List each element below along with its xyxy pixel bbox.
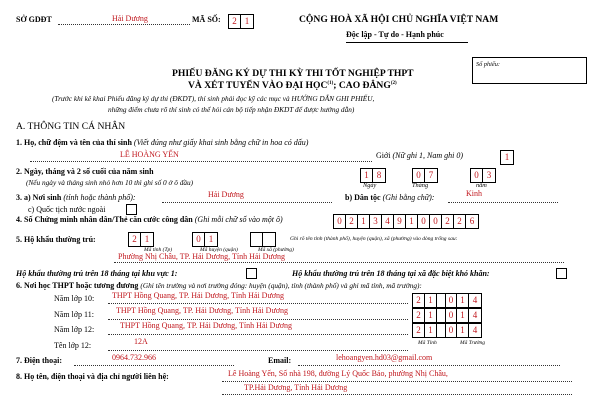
id-digit: 2 xyxy=(346,215,358,228)
q6-row11-digit: 4 xyxy=(472,310,478,320)
so-gddt-dotline xyxy=(58,24,190,25)
ma-tinh-caption: Mã Tỉnh xyxy=(418,340,437,346)
dob-year-caption: năm xyxy=(476,182,487,189)
q6-row12-dotline xyxy=(108,334,408,335)
id-digit: 0 xyxy=(418,215,430,228)
title-line2-mid: ; CAO ĐẲNG xyxy=(333,80,391,91)
q1-value: LÊ HOÀNG YẾN xyxy=(120,150,179,159)
form-note-line2: những điểm chưa rõ thí sinh có thể hỏi cán bộ tiếp nhận ĐKDT để được hướng dẫn) xyxy=(108,105,355,114)
q3a-dotline xyxy=(162,202,332,203)
hk-xa-caption: Mã xã (phường) xyxy=(258,247,294,253)
q6-row10-digit: 2 xyxy=(413,294,425,307)
q6-row11-digit: 2 xyxy=(413,309,425,322)
email-value: lehoangyen.hd03@gmail.com xyxy=(336,353,433,362)
q6-row10-digit: 4 xyxy=(472,295,478,305)
hk-tinh-digit: 2 xyxy=(129,233,141,246)
q6-row11-digit: 1 xyxy=(457,309,469,322)
id-digit: 4 xyxy=(382,215,394,228)
ten-lop-value: 12A xyxy=(134,337,148,346)
q7-label: 7. Điện thoại: xyxy=(16,356,62,365)
section-a-heading: A. THÔNG TIN CÁ NHÂN xyxy=(16,121,126,132)
form-title-line1: PHIẾU ĐĂNG KÝ DỰ THI KỲ THI TỐT NGHIỆP THPT xyxy=(172,68,414,79)
q2-hint: (Nếu ngày và tháng sinh nhỏ hơn 10 thì ghi số 0 ở ô đầu) xyxy=(26,178,194,187)
q6-row11-label: Năm lớp 11: xyxy=(54,310,94,319)
form-title-line2 xyxy=(188,80,397,91)
q6-label-text: 6. Nơi học THPT hoặc tương đương xyxy=(16,281,139,290)
email-label: Email: xyxy=(268,356,292,365)
ma-so-digit: 1 xyxy=(244,16,250,26)
q6-row10-code xyxy=(412,293,482,308)
q1-dotline xyxy=(30,161,372,162)
q6-row11-value: THPT Hồng Quang, TP. Hải Dương, Tỉnh Hải Dương xyxy=(116,306,289,315)
q6-row11-dotline xyxy=(108,319,408,320)
dob-day-grid xyxy=(360,168,386,183)
id-digit: 2 xyxy=(442,215,454,228)
ma-so-digit: 2 xyxy=(229,15,241,28)
q6-row12-digit: 2 xyxy=(413,324,425,337)
q3b-label-text: b) Dân tộc xyxy=(345,193,381,202)
hk-huyen-grid xyxy=(192,232,218,247)
title-line2-main: VÀ XÉT TUYỂN VÀO ĐẠI HỌC xyxy=(188,80,328,91)
q6-row11-code xyxy=(412,308,482,323)
q6-hint: (Ghi tên trường và nơi trường đóng: huyện (quận), tỉnh (thành phố) và ghi mã tỉnh, mã trường): xyxy=(140,281,422,290)
dob-year-grid xyxy=(470,168,496,183)
so-phieu-box xyxy=(472,57,587,84)
q6-row12-digit: 1 xyxy=(425,324,437,337)
contact-line1: Lê Hoàng Yến, Số nhà 198, đường Lý Quốc Bảo, phường Nhị Châu, xyxy=(228,369,448,378)
gender-box xyxy=(500,150,514,165)
xa-dbkk-checkbox[interactable] xyxy=(556,268,567,279)
hk-xa-digit xyxy=(263,233,275,246)
gender-label-text: Giới xyxy=(376,151,391,160)
kv1-label: Hộ khẩu thường trú trên 18 tháng tại khu vực 1: xyxy=(16,269,178,278)
q3a-label-text: 3. a) Nơi sinh xyxy=(16,193,62,202)
dob-month-digit: 0 xyxy=(413,169,425,182)
dob-year-digit: 0 xyxy=(471,169,483,182)
q3b-dotline xyxy=(448,202,558,203)
motto-underline xyxy=(346,42,468,43)
ten-lop-dotline xyxy=(108,350,408,351)
so-gddt-label: SỞ GDĐT xyxy=(16,15,52,24)
id-digit: 1 xyxy=(358,215,370,228)
hk-xa-digit xyxy=(251,233,263,246)
id-digit: 3 xyxy=(370,215,382,228)
ma-so-label: MÃ SỐ: xyxy=(192,15,221,24)
gender-hint: (Nữ ghi 1, Nam ghi 0) xyxy=(392,151,464,160)
form-note-line1: (Trước khi kê khai Phiếu đăng ký dự thi (ĐKDT), thí sinh phải đọc kỹ các mục và HƯỚNG DẪN GHI PHIẾU, xyxy=(52,94,375,103)
q8-dotline1 xyxy=(222,381,572,382)
hk-huyen-digit: 0 xyxy=(193,233,205,246)
contact-line2: TP.Hải Dương, Tỉnh Hải Dương xyxy=(244,383,348,392)
q3b-label xyxy=(345,193,434,202)
q5-address: Phường Nhị Châu, TP. Hải Dương, Tỉnh Hải Dương xyxy=(118,252,285,261)
q5-dotline xyxy=(114,262,564,263)
so-gddt-value: Hải Dương xyxy=(112,14,148,23)
hk-huyen-digit: 1 xyxy=(208,234,214,244)
q1-label xyxy=(16,138,308,147)
q3a-hint: (tỉnh hoặc thành phố): xyxy=(63,193,136,202)
q4-hint: (Ghi mỗi chữ số vào một ô) xyxy=(194,215,283,224)
phone-value: 0964.732.966 xyxy=(112,353,156,362)
q6-row11-digit: 1 xyxy=(425,309,437,322)
q6-row12-digit: 1 xyxy=(457,324,469,337)
dob-month-grid xyxy=(412,168,438,183)
q6-row12-label: Năm lớp 12: xyxy=(54,325,95,334)
foreign-nationality-checkbox[interactable] xyxy=(126,204,137,215)
q3b-value: Kinh xyxy=(466,189,482,198)
q3a-value: Hải Dương xyxy=(208,190,244,199)
q3c-label: c) Quốc tịch nước ngoài xyxy=(28,205,106,214)
hk-tinh-grid xyxy=(128,232,154,247)
title-sup2: (2) xyxy=(390,80,397,86)
hk-xa-grid xyxy=(250,232,276,247)
hk-huyen-caption: Mã huyện (quận) xyxy=(200,247,238,253)
q6-row10-label: Năm lớp 10: xyxy=(54,294,95,303)
q6-row10-value: THPT Hồng Quang, TP. Hải Dương, Tỉnh Hải Dương xyxy=(112,291,285,300)
ten-lop-label: Tên lớp 12: xyxy=(54,341,92,350)
q6-row10-digit: 0 xyxy=(445,294,457,307)
q5-label: 5. Hộ khẩu thường trú: xyxy=(16,235,96,244)
q8-dotline2 xyxy=(222,394,572,395)
q1-label-text: 1. Họ, chữ đệm và tên của thí sinh xyxy=(16,138,132,147)
q8-label: 8. Họ tên, điện thoại và địa chỉ người liên hệ: xyxy=(16,372,169,381)
q4-label-text: 4. Số Chứng minh nhân dân/Thẻ căn cước công dân xyxy=(16,215,193,224)
q6-row10-dotline xyxy=(108,303,408,304)
gender-digit: 1 xyxy=(504,152,510,162)
republic-title: CỘNG HOÀ XÃ HỘI CHỦ NGHĨA VIỆT NAM xyxy=(299,14,499,25)
q1-hint: (Viết đúng như giấy khai sinh bằng chữ in hoa có dấu) xyxy=(133,138,309,147)
dob-day-digit: 8 xyxy=(376,170,382,180)
q3a-label xyxy=(16,193,136,202)
q6-row12-digit: 0 xyxy=(445,324,457,337)
dob-day-caption: Ngày xyxy=(363,182,377,189)
id-digit: 2 xyxy=(454,215,466,228)
dob-month-digit: 7 xyxy=(428,170,434,180)
id-number-grid xyxy=(333,214,479,229)
id-digit: 0 xyxy=(430,215,442,228)
id-digit: 0 xyxy=(334,215,346,228)
id-digit: 1 xyxy=(406,215,418,228)
ma-so-grid xyxy=(228,14,254,29)
motto: Độc lập - Tự do - Hạnh phúc xyxy=(346,30,444,39)
title-sup1: (1) xyxy=(327,80,334,86)
q2-label: 2. Ngày, tháng và 2 số cuối của năm sinh xyxy=(16,167,154,176)
dob-day-digit: 1 xyxy=(361,169,373,182)
q6-row12-code xyxy=(412,323,482,338)
q6-row10-digit: 1 xyxy=(457,294,469,307)
xa-dbkk-label: Hộ khẩu thường trú trên 18 tháng tại xã đặc biệt khó khăn: xyxy=(292,269,490,278)
id-digit: 9 xyxy=(394,215,406,228)
so-phieu-label: Số phiếu: xyxy=(476,61,500,68)
id-digit: 6 xyxy=(469,216,475,226)
email-dotline xyxy=(298,365,560,366)
ma-truong-caption: Mã Trường xyxy=(460,340,486,346)
hk-right-hint: Ghi rõ tên tỉnh (thành phố), huyện (quận), xã (phường) vào dòng trống sau: xyxy=(290,236,458,242)
dob-year-digit: 3 xyxy=(486,170,492,180)
dob-month-caption: Tháng xyxy=(412,182,429,189)
q6-row12-digit: 4 xyxy=(472,325,478,335)
q6-row10-digit: 1 xyxy=(425,294,437,307)
q4-label xyxy=(16,215,283,224)
q7-dotline xyxy=(74,365,234,366)
hk-tinh-digit: 1 xyxy=(144,234,150,244)
kv1-checkbox[interactable] xyxy=(246,268,257,279)
q6-label xyxy=(16,281,422,290)
q1-gender-label xyxy=(376,151,463,160)
hk-tinh-caption: Mã tỉnh (Tp) xyxy=(144,247,173,253)
q6-row11-digit: 0 xyxy=(445,309,457,322)
q3b-hint: (Ghi bằng chữ): xyxy=(382,193,435,202)
q6-row12-value: THPT Hồng Quang, TP. Hải Dương, Tỉnh Hải Dương xyxy=(120,321,293,330)
